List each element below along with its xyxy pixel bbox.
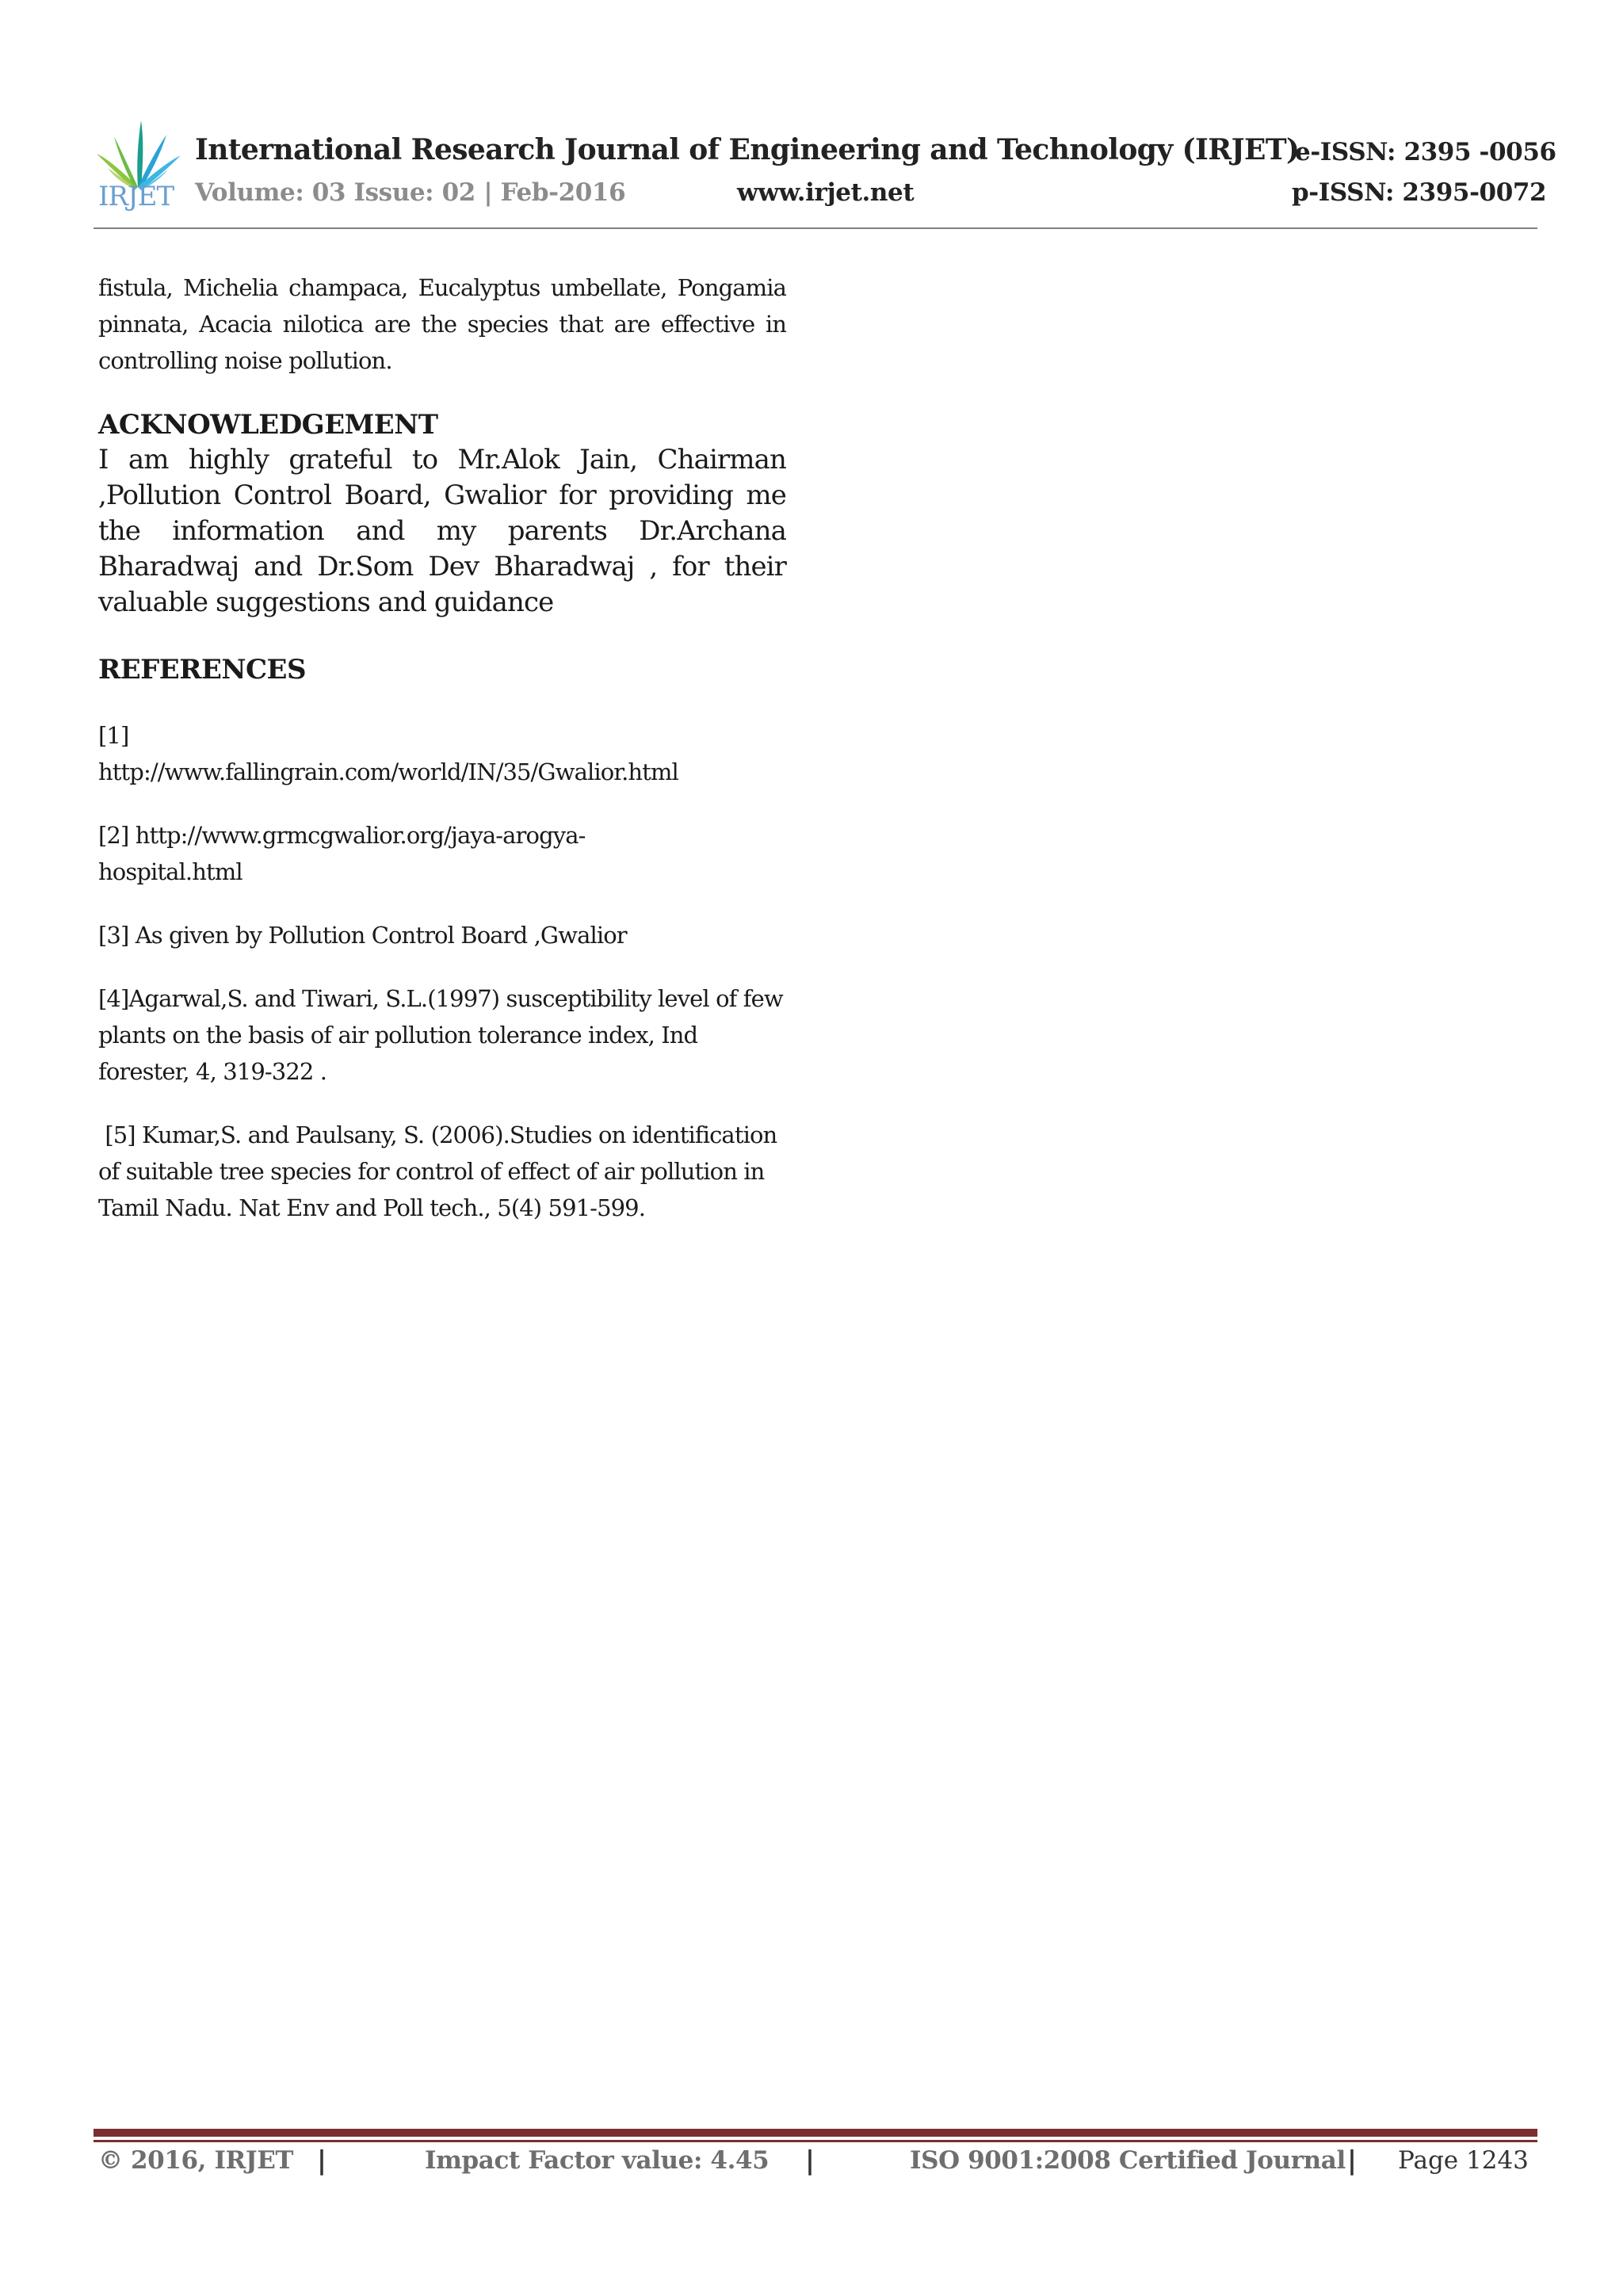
footer-separator: | <box>317 2145 327 2176</box>
reference-1-link[interactable]: http://www.fallingrain.com/world/IN/35/Gwalior.html <box>98 758 678 785</box>
journal-title: International Research Journal of Engineering and Technology (IRJET) <box>195 133 1300 166</box>
reference-1-number: [1] <box>98 722 129 749</box>
reference-2-line-2: hospital.html <box>98 858 242 885</box>
header-divider <box>94 227 1537 229</box>
footer-copyright: © 2016, IRJET <box>98 2146 294 2175</box>
footer-rule-thick <box>94 2129 1537 2137</box>
page-number: Page 1243 <box>1398 2146 1529 2175</box>
footer-separator: | <box>1347 2145 1358 2176</box>
reference-3: [3] As given by Pollution Control Board ,Gwalior <box>98 922 627 949</box>
volume-issue: Volume: 03 Issue: 02 | Feb-2016 <box>195 178 626 207</box>
acknowledgement-text: I am highly grateful to Mr.Alok Jain, Chairman ,Pollution Control Board, Gwalior for providing me the information and my parents Dr.Archana Bharadwaj and Dr.Som Dev Bharadwaj , for their valuable suggestions and guidance <box>98 444 786 618</box>
footer-separator: | <box>805 2145 815 2176</box>
journal-website-link[interactable]: www.irjet.net <box>737 178 915 207</box>
pissn: p-ISSN: 2395-0072 <box>1292 178 1547 207</box>
footer-iso-certification: ISO 9001:2008 Certified Journal <box>910 2146 1346 2175</box>
footer-impact-factor: Impact Factor value: 4.45 <box>425 2146 769 2175</box>
page-header <box>0 0 1623 238</box>
reference-5: [5] Kumar,S. and Paulsany, S. (2006).Studies on identification of suitable tree species for control of effect of air pollution in Tamil Nadu. Nat Env and Poll tech., 5(4) 591-599. <box>98 1121 784 1221</box>
eissn: e-ISSN: 2395 -0056 <box>1295 138 1556 166</box>
reference-2-line-1[interactable]: [2] http://www.grmcgwalior.org/jaya-arogya- <box>98 822 586 849</box>
reference-4: [4]Agarwal,S. and Tiwari, S.L.(1997) susceptibility level of few plants on the basis of air pollution tolerance index, Ind forester, 4, 319-322 . <box>98 985 783 1085</box>
footer-rule-thin <box>94 2140 1537 2142</box>
logo-text: IRJET <box>98 181 174 212</box>
left-column <box>98 269 786 1226</box>
references-heading: REFERENCES <box>98 654 307 686</box>
acknowledgement-heading: ACKNOWLEDGEMENT <box>98 409 438 441</box>
continuation-paragraph: fistula, Michelia champaca, Eucalyptus umbellate, Pongamia pinnata, Acacia nilotica are the species that are effective in controlling noise pollution. <box>98 274 786 374</box>
